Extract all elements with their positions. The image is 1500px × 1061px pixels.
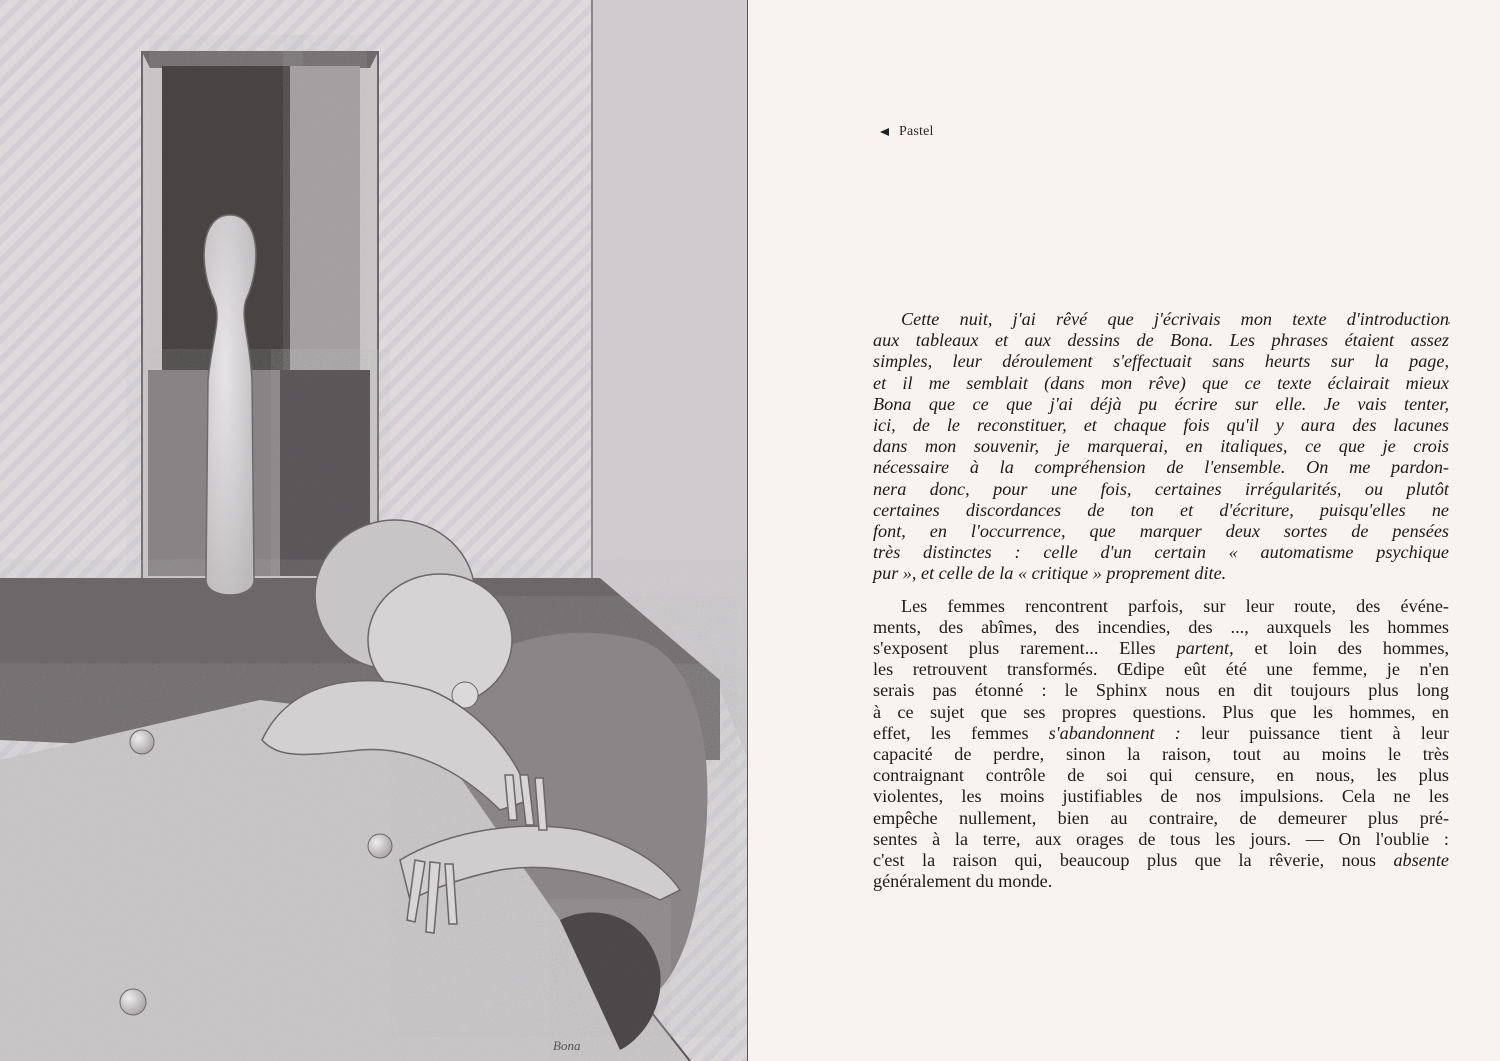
text-line: simples, leur déroulement s'effectuait sans heurts sur la page, (873, 351, 1449, 372)
body-text (873, 309, 1449, 892)
text-line: s'exposent plus rarement... Elles partent, et loin des hommes, (873, 638, 1449, 659)
text-line: pur », et celle de la « critique » proprement dite. (873, 563, 1227, 584)
text-line: sentes à la terre, aux orages de tous les jours. — On l'oublie : (873, 828, 1449, 849)
caption-text: Pastel (899, 124, 934, 139)
text-line: certaines discordances de ton et d'écriture, puisqu'elles ne (873, 499, 1449, 520)
pin-figure (204, 215, 256, 595)
text-line: font, en l'occurrence, que marquer deux sortes de pensées (873, 521, 1449, 542)
text-line: et il me semblait (dans mon rêve) que ce texte éclairait mieux (873, 372, 1449, 393)
text-line: Cette nuit, j'ai rêvé que j'écrivais mon texte d'introduction (901, 309, 1449, 329)
text-line: c'est la raison qui, beaucoup plus que la rêverie, nous absente (873, 850, 1449, 871)
text-line: ments, des abîmes, des incendies, des ..., auxquels les hommes (873, 616, 1449, 637)
text-line: à ce sujet que ses propres questions. Plus que les hommes, en (873, 701, 1449, 722)
text-line: dans mon souvenir, je marquerai, en italiques, ce que je crois (873, 436, 1449, 457)
text-line: Bona que ce que j'ai déjà pu écrire sur elle. Je vais tenter, (873, 393, 1449, 414)
text-line: Les femmes rencontrent parfois, sur leur route, des événe- (901, 595, 1449, 616)
text-line: aux tableaux et aux dessins de Bona. Les phrases étaient assez (873, 330, 1449, 351)
paragraph-main (873, 596, 1449, 893)
text-line: violentes, les moins justifiables de nos impulsions. Cela ne les (873, 786, 1449, 807)
text-line: généralement du monde. (873, 871, 1053, 892)
text-line: capacité de perdre, sinon la raison, tout au moins le très (873, 744, 1449, 765)
text-line: les retrouvent transformés. Œdipe eût été une femme, je n'en (873, 659, 1449, 680)
artist-signature: Bona (553, 1038, 581, 1053)
ball (120, 989, 146, 1015)
pencil-drawing (0, 0, 748, 1061)
illustration-caption (880, 124, 934, 140)
text-line: serais pas étonné : le Sphinx nous en dit toujours plus long (873, 680, 1449, 701)
text-line: très distinctes : celle d'un certain « automatisme psychique (873, 542, 1449, 563)
paragraph-intro (873, 309, 1449, 585)
text-line: nécessaire à la compréhension de l'ensemble. On me pardon- (873, 457, 1449, 478)
ball (368, 834, 392, 858)
text-line: empêche nullement, bien au contraire, de demeurer plus pré- (873, 807, 1449, 828)
triangle-left-icon (880, 128, 889, 136)
ball (130, 730, 154, 754)
text-line: nera donc, pour une fois, certaines irrégularités, ou plutôt (873, 478, 1449, 499)
illustration-page (0, 0, 748, 1061)
text-line: contraignant contrôle de soi qui censure, en nous, les plus (873, 765, 1449, 786)
text-line: ici, de le reconstituer, et chaque fois qu'il y aura des lacunes (873, 415, 1449, 436)
text-line: effet, les femmes s'abandonnent : leur puissance tient à leur (873, 722, 1449, 743)
